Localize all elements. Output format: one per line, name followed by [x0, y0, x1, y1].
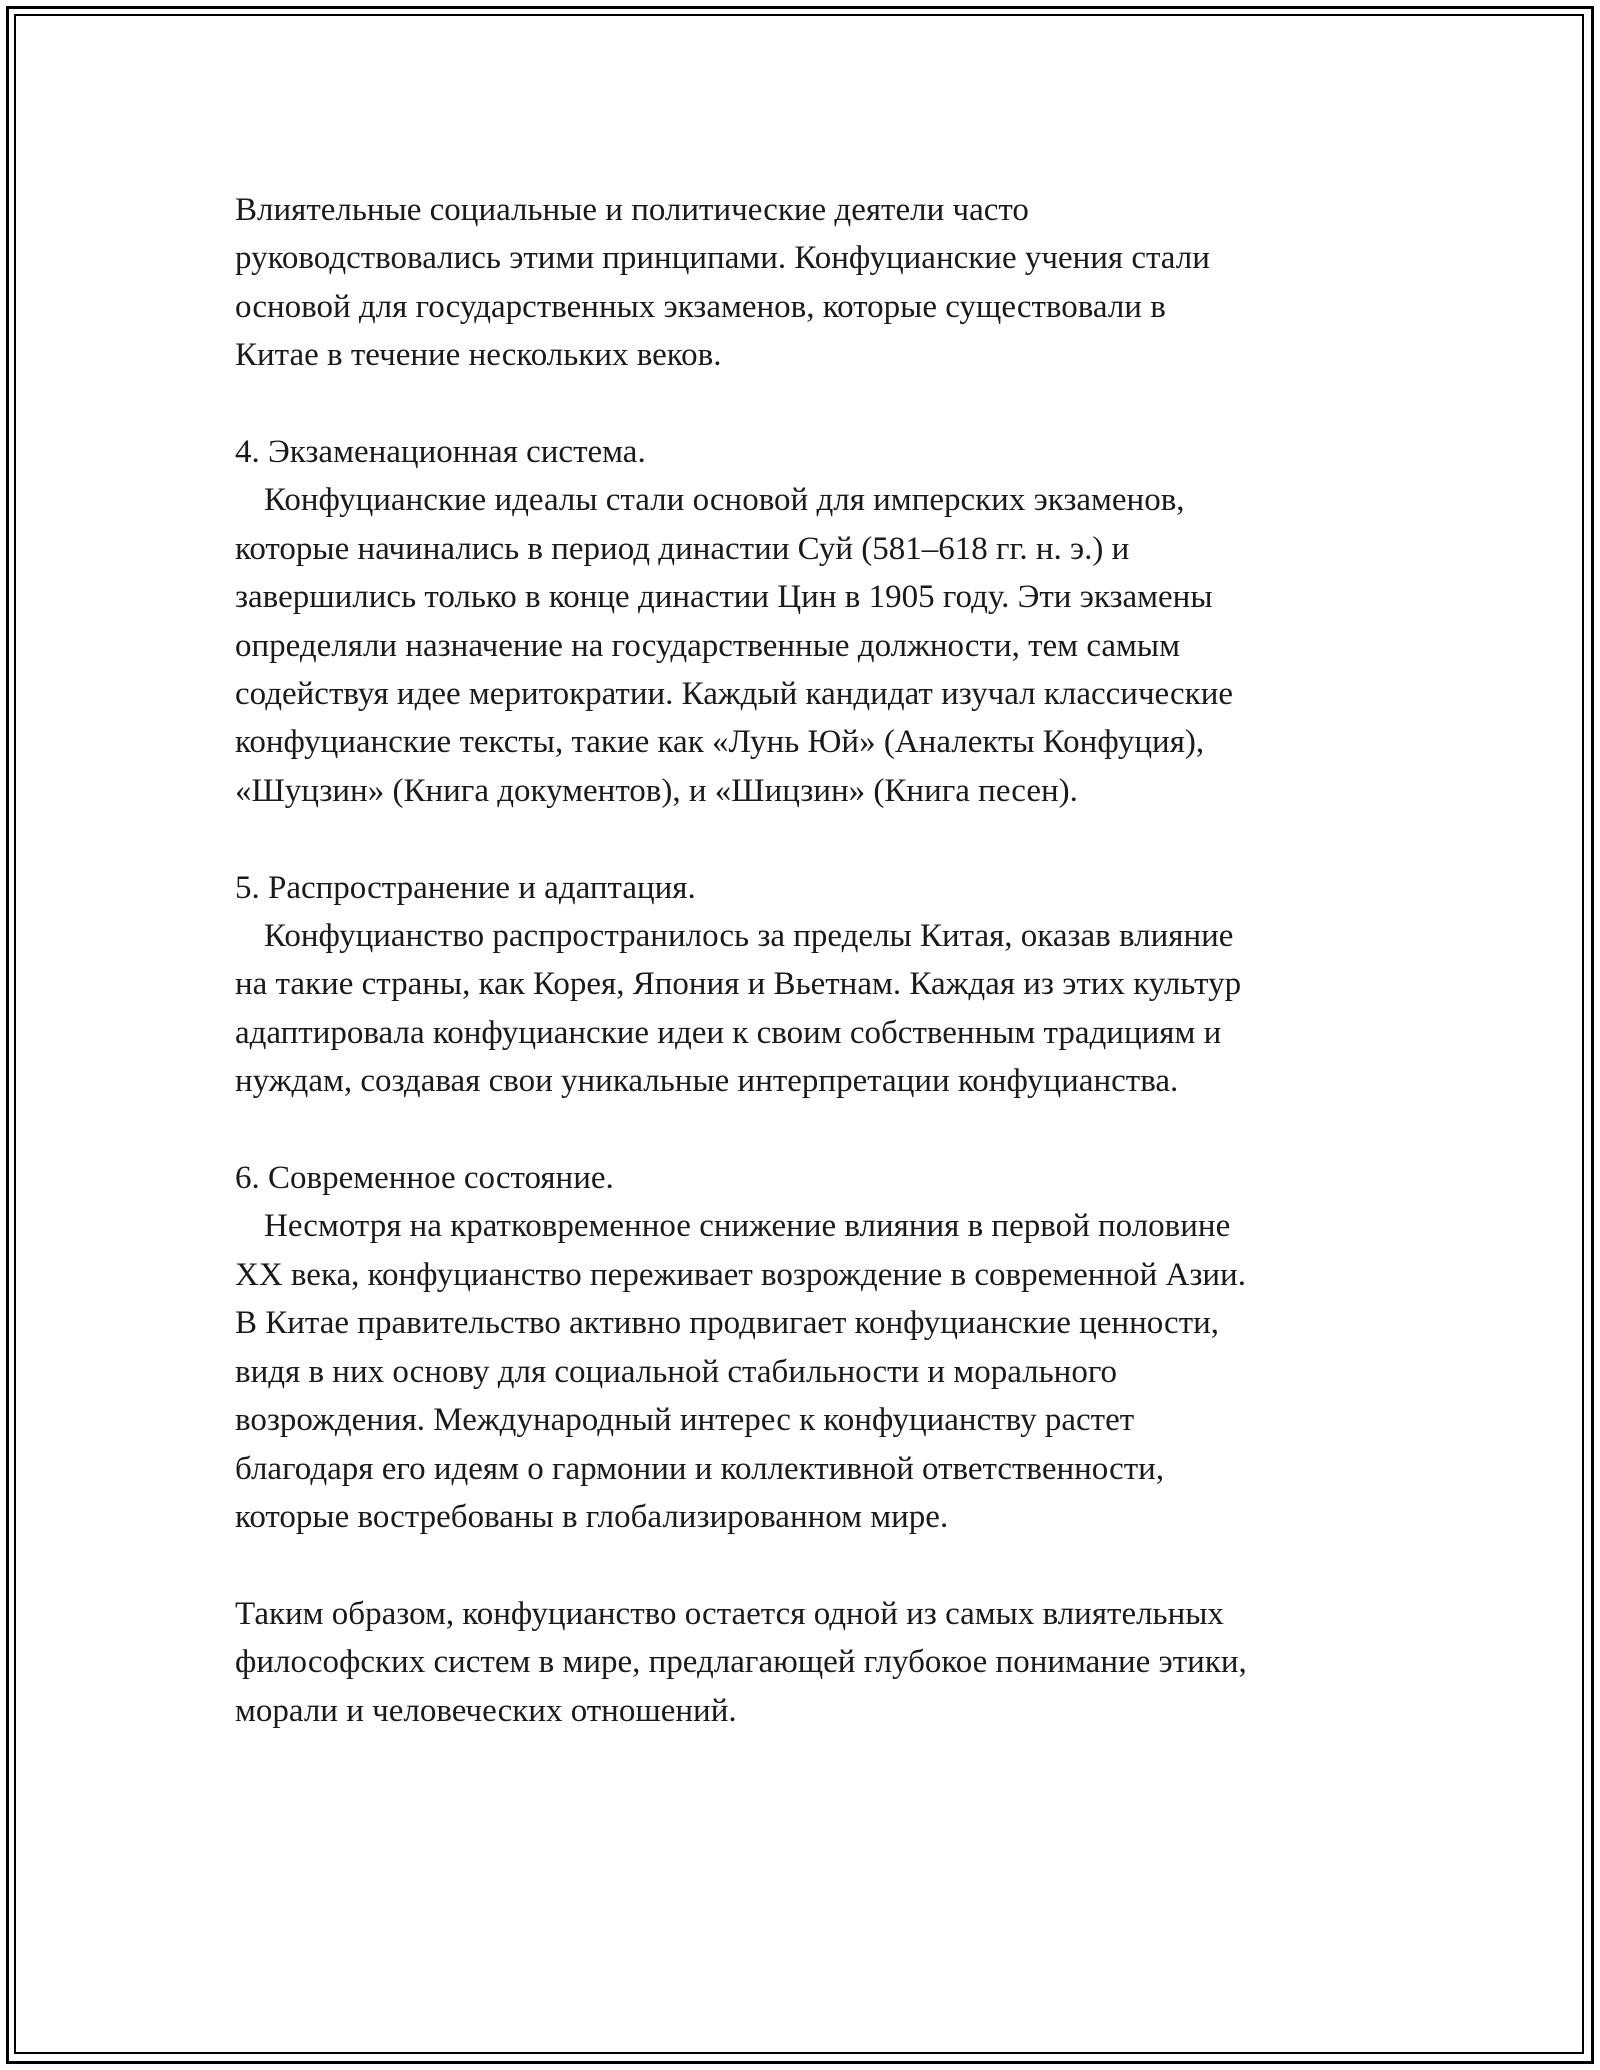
- section-body-modern-state: Несмотря на кратковременное снижение влияния в первой половине XX века, конфуцианство переживает возрождение в современной Азии. В Китае правительство активно продвигает конфуцианские ценности, видя в них основу для социальной стабильности и морального возрождения. Международный интерес к конфуцианству растет благодаря его идеям о гармонии и коллективной ответственности, которые востребованы в глобализированном мире.: [235, 1208, 1246, 1535]
- paragraph-spacer: [235, 1106, 1395, 1154]
- section-heading-spread-adaptation: 5. Распространение и адаптация.: [235, 869, 696, 906]
- paragraph-spacer: [235, 815, 1395, 863]
- paragraph-spacer: [235, 380, 1395, 428]
- intro-paragraph: Влиятельные социальные и политические деятели часто руководствовались этими принципами. Конфуцианские учения стали основой для государственных экзаменов, которые существовали в Китае в течение нескольких веков.: [235, 192, 1210, 374]
- section-body-spread-adaptation: Конфуцианство распространилось за пределы Китая, оказав влияние на такие страны, как Корея, Япония и Вьетнам. Каждая из этих культур адаптировала конфуцианские идеи к своим собственным традициям и нуждам, создавая свои уникальные интерпретации конфуцианства.: [235, 918, 1242, 1100]
- document-body: [235, 186, 1395, 1735]
- paragraph-spacer: [235, 1541, 1395, 1589]
- section-body-exam-system: Конфуцианские идеалы стали основой для имперских экзаменов, которые начинались в период династии Суй (581–618 гг. н. э.) и завершились только в конце династии Цин в 1905 году. Эти экзамены определяли назначение на государственные должности, тем самым содействуя идее меритократии. Каждый кандидат изучал классические конфуцианские тексты, такие как «Лунь Юй» (Аналекты Конфуция), «Шуцзин» (Книга документов), и «Шицзин» (Книга песен).: [235, 482, 1234, 809]
- conclusion-paragraph: Таким образом, конфуцианство остается одной из самых влиятельных философских систем в мире, предлагающей глубокое понимание этики, морали и человеческих отношений.: [235, 1595, 1247, 1729]
- section-heading-modern-state: 6. Современное состояние.: [235, 1160, 614, 1197]
- section-heading-exam-system: 4. Экзаменационная система.: [235, 434, 646, 471]
